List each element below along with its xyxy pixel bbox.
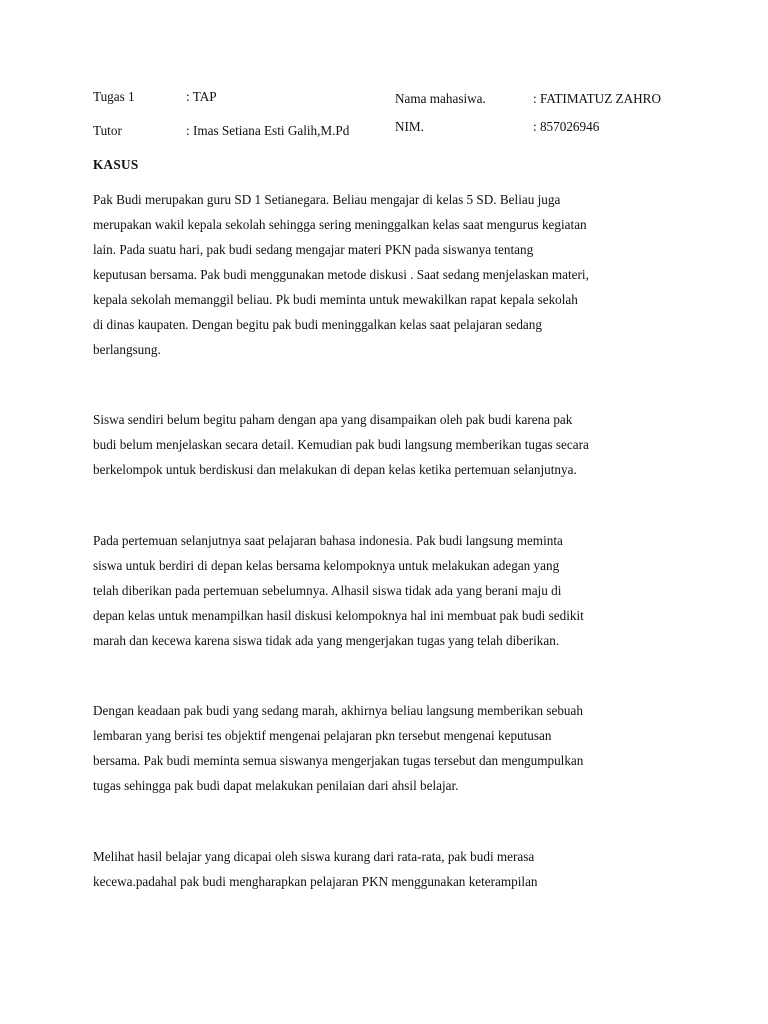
paragraph-line: Pak Budi merupakan guru SD 1 Setianegara. Beliau mengajar di kelas 5 SD. Beliau juga [93, 192, 561, 207]
paragraph-line: telah diberikan pada pertemuan sebelumnya. Alhasil siswa tidak ada yang berani maju di [93, 583, 562, 598]
paragraph-line: siswa untuk berdiri di depan kelas bersama kelompoknya untuk melakukan adegan yang [93, 558, 560, 573]
paragraph-line: marah dan kecewa karena siswa tidak ada yang mengerjakan tugas yang telah diberikan. [93, 633, 560, 648]
paragraph-line: berkelompok untuk berdiskusi dan melakukan di depan kelas ketika pertemuan selanjutnya. [93, 462, 577, 477]
paragraph-line: Pada pertemuan selanjutnya saat pelajaran bahasa indonesia. Pak budi langsung meminta [93, 533, 563, 548]
paragraph-line: Melihat hasil belajar yang dicapai oleh siswa kurang dari rata-rata, pak budi merasa [93, 849, 535, 864]
paragraph-line: Dengan keadaan pak budi yang sedang marah, akhirnya beliau langsung memberikan sebuah [93, 703, 583, 718]
tugas-label: Tugas 1 [93, 89, 135, 104]
tugas-value: : TAP [186, 89, 217, 104]
paragraph-line: tugas sehingga pak budi dapat melakukan penilaian dari ahsil belajar. [93, 778, 459, 793]
paragraph-line: bersama. Pak budi meminta semua siswanya mengerjakan tugas tersebut dan mengumpulkan [93, 753, 584, 768]
nama-mahasiswa-label: Nama mahasiwa. [395, 91, 486, 106]
tutor-value: : Imas Setiana Esti Galih,M.Pd [186, 123, 350, 138]
tutor-label: Tutor [93, 123, 122, 138]
paragraph-line: merupakan wakil kepala sekolah sehingga sering meninggalkan kelas saat mengurus kegiatan [93, 217, 587, 232]
paragraph-line: lain. Pada suatu hari, pak budi sedang mengajar materi PKN pada siswanya tentang [93, 242, 534, 257]
section-title: KASUS [93, 157, 139, 172]
paragraph-line: depan kelas untuk menampilkan hasil diskusi kelompoknya hal ini membuat pak budi sedikit [93, 608, 584, 623]
nama-mahasiswa-value: : FATIMATUZ ZAHRO [533, 91, 661, 106]
paragraph-line: lembaran yang berisi tes objektif mengenai pelajaran pkn tersebut mengenai keputusan [93, 728, 552, 743]
paragraph-line: di dinas kaupaten. Dengan begitu pak budi meninggalkan kelas saat pelajaran sedang [93, 317, 542, 332]
nim-label: NIM. [395, 119, 424, 134]
paragraph-line: keputusan bersama. Pak budi menggunakan metode diskusi . Saat sedang menjelaskan materi, [93, 267, 589, 282]
paragraph-line: kecewa.padahal pak budi mengharapkan pelajaran PKN menggunakan keterampilan [93, 874, 538, 889]
nim-value: : 857026946 [533, 119, 600, 134]
paragraph-line: budi belum menjelaskan secara detail. Kemudian pak budi langsung memberikan tugas secara [93, 437, 589, 452]
paragraph-line: berlangsung. [93, 342, 161, 357]
paragraph-line: Siswa sendiri belum begitu paham dengan apa yang disampaikan oleh pak budi karena pak [93, 412, 573, 427]
paragraph-line: kepala sekolah memanggil beliau. Pk budi meminta untuk mewakilkan rapat kepala sekolah [93, 292, 578, 307]
